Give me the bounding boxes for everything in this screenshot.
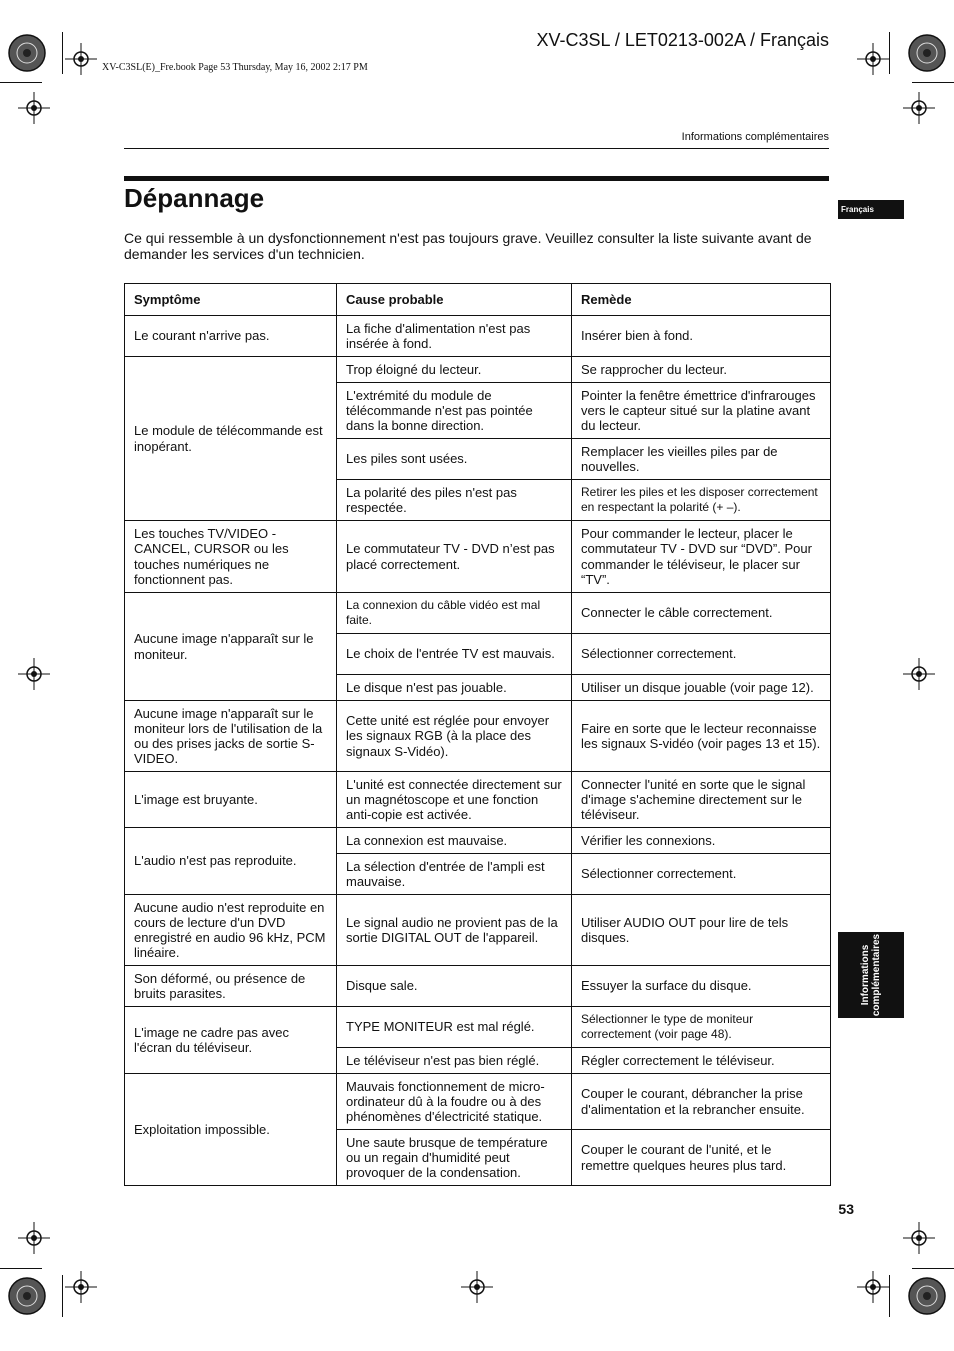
table-row [125, 895, 831, 966]
symptom-cell: Exploitation impossible. [125, 1074, 337, 1186]
symptom-cell: L'audio n'est pas reproduite. [125, 828, 337, 895]
intro-paragraph: Ce qui ressemble à un dysfonctionnement n'est pas toujours grave. Veuillez consulter la liste suivante avant de demander les services d'un technicien. [124, 230, 812, 262]
table-row [125, 1007, 831, 1048]
cause-cell: L'extrémité du module de télécommande n'est pas pointée dans la bonne direction. [337, 383, 572, 439]
book-info-line: XV-C3SL(E)_Fre.book Page 53 Thursday, May 16, 2002 2:17 PM [102, 62, 368, 73]
header-remedy: Remède [572, 284, 831, 316]
language-tab: Français [838, 200, 904, 219]
remedy-cell: Se rapprocher du lecteur. [572, 357, 831, 383]
symptom-cell: Aucune audio n'est reproduite en cours de lecture d'un DVD enregistré en audio 96 kHz, PCM linéaire. [125, 895, 337, 966]
symptom-cell: L'image est bruyante. [125, 772, 337, 828]
remedy-cell: Insérer bien à fond. [572, 316, 831, 357]
remedy-cell: Connecter le câble correctement. [572, 593, 831, 634]
table-row [125, 593, 831, 634]
remedy-cell: Retirer les piles et les disposer correctement en respectant la polarité (+ –). [572, 480, 831, 521]
remedy-cell: Pointer la fenêtre émettrice d'infrarouges vers le capteur situé sur la platine avant du lecteur. [572, 383, 831, 439]
crosshair-icon [18, 1222, 50, 1254]
cause-cell: Disque sale. [337, 966, 572, 1007]
crop-mark [0, 82, 42, 83]
remedy-cell: Essuyer la surface du disque. [572, 966, 831, 1007]
remedy-cell: Sélectionner le type de moniteur correctement (voir page 48). [572, 1007, 831, 1048]
table-row [125, 966, 831, 1007]
table-row [125, 1074, 831, 1130]
symptom-cell: Son déformé, ou présence de bruits parasites. [125, 966, 337, 1007]
symptom-cell: Le courant n'arrive pas. [125, 316, 337, 357]
page-number: 53 [838, 1201, 854, 1217]
crop-mark [912, 82, 954, 83]
crosshair-icon [65, 1271, 97, 1303]
crosshair-icon [903, 92, 935, 124]
cause-cell: TYPE MONITEUR est mal réglé. [337, 1007, 572, 1048]
cause-cell: Le choix de l'entrée TV est mauvais. [337, 634, 572, 675]
crosshair-icon [461, 1271, 493, 1303]
document-header-title: XV-C3SL / LET0213-002A / Français [536, 30, 829, 50]
cause-cell: La connexion du câble vidéo est mal faite. [337, 593, 572, 634]
troubleshooting-table [124, 283, 831, 1186]
symptom-cell: Aucune image n'apparaît sur le moniteur lors de l'utilisation de la ou des prises jacks de sortie S-VIDEO. [125, 701, 337, 772]
cause-cell: Trop éloigné du lecteur. [337, 357, 572, 383]
registration-disc-icon [907, 33, 947, 73]
table-row [125, 521, 831, 593]
remedy-cell: Vérifier les connexions. [572, 828, 831, 854]
registration-disc-icon [7, 33, 47, 73]
remedy-cell: Utiliser AUDIO OUT pour lire de tels disques. [572, 895, 831, 966]
crosshair-icon [857, 1271, 889, 1303]
crosshair-icon [18, 658, 50, 690]
symptom-cell: L'image ne cadre pas avec l'écran du téléviseur. [125, 1007, 337, 1074]
cause-cell: Cette unité est réglée pour envoyer les signaux RGB (à la place des signaux S-Vidéo). [337, 701, 572, 772]
crosshair-icon [857, 43, 889, 75]
cause-cell: Le disque n'est pas jouable. [337, 675, 572, 701]
crop-mark [0, 1268, 42, 1269]
crosshair-icon [65, 43, 97, 75]
cause-cell: Les piles sont usées. [337, 439, 572, 480]
cause-cell: La fiche d'alimentation n'est pas insérée à fond. [337, 316, 572, 357]
cause-cell: L'unité est connectée directement sur un magnétoscope et une fonction anti-copie est activée. [337, 772, 572, 828]
crosshair-icon [18, 92, 50, 124]
remedy-cell: Régler correctement le téléviseur. [572, 1048, 831, 1074]
remedy-cell: Sélectionner correctement. [572, 854, 831, 895]
table-header-row [125, 284, 831, 316]
cause-cell: Une saute brusque de température ou un regain d'humidité peut provoquer de la condensation. [337, 1130, 572, 1186]
crop-mark [62, 32, 63, 74]
cause-cell: La polarité des piles n'est pas respectée. [337, 480, 572, 521]
symptom-cell: Les touches TV/VIDEO - CANCEL, CURSOR ou les touches numériques ne fonctionnent pas. [125, 521, 337, 593]
registration-disc-icon [907, 1276, 947, 1316]
crop-mark [912, 1268, 954, 1269]
section-side-tab-label: Informations complémentaires [860, 933, 882, 1017]
remedy-cell: Sélectionner correctement. [572, 634, 831, 675]
remedy-cell: Pour commander le lecteur, placer le commutateur TV - DVD sur “DVD”. Pour commander le téléviseur, le placer sur “TV”. [572, 521, 831, 593]
symptom-cell: Le module de télécommande est inopérant. [125, 357, 337, 521]
table-row [125, 701, 831, 772]
table-row [125, 772, 831, 828]
remedy-cell: Faire en sorte que le lecteur reconnaisse les signaux S-vidéo (voir pages 13 et 15). [572, 701, 831, 772]
table-row [125, 316, 831, 357]
crop-mark [889, 1275, 890, 1317]
symptom-cell: Aucune image n'apparaît sur le moniteur. [125, 593, 337, 701]
header-rule [124, 148, 829, 149]
page-title: Dépannage [124, 183, 265, 213]
cause-cell: La sélection d'entrée de l'ampli est mauvaise. [337, 854, 572, 895]
cause-cell: La connexion est mauvaise. [337, 828, 572, 854]
remedy-cell: Couper le courant de l'unité, et le remettre quelques heures plus tard. [572, 1130, 831, 1186]
cause-cell: Le téléviseur n'est pas bien réglé. [337, 1048, 572, 1074]
table-row [125, 828, 831, 854]
crosshair-icon [903, 1222, 935, 1254]
crop-mark [889, 32, 890, 74]
cause-cell: Le commutateur TV - DVD n’est pas placé correctement. [337, 521, 572, 593]
remedy-cell: Remplacer les vieilles piles par de nouvelles. [572, 439, 831, 480]
remedy-cell: Couper le courant, débrancher la prise d'alimentation et la rebrancher ensuite. [572, 1074, 831, 1130]
table-row [125, 357, 831, 383]
header-cause: Cause probable [337, 284, 572, 316]
cause-cell: Mauvais fonctionnement de micro-ordinateur dû à la foudre ou à des phénomènes d'électricité statique. [337, 1074, 572, 1130]
crosshair-icon [903, 658, 935, 690]
title-rule [124, 176, 829, 181]
remedy-cell: Utiliser un disque jouable (voir page 12). [572, 675, 831, 701]
cause-cell: Le signal audio ne provient pas de la sortie DIGITAL OUT de l'appareil. [337, 895, 572, 966]
section-label: Informations complémentaires [681, 131, 829, 143]
crop-mark [62, 1275, 63, 1317]
remedy-cell: Connecter l'unité en sorte que le signal d'image s'achemine directement sur le téléviseur. [572, 772, 831, 828]
registration-disc-icon [7, 1276, 47, 1316]
section-side-tab [838, 932, 904, 1018]
header-symptom: Symptôme [125, 284, 337, 316]
